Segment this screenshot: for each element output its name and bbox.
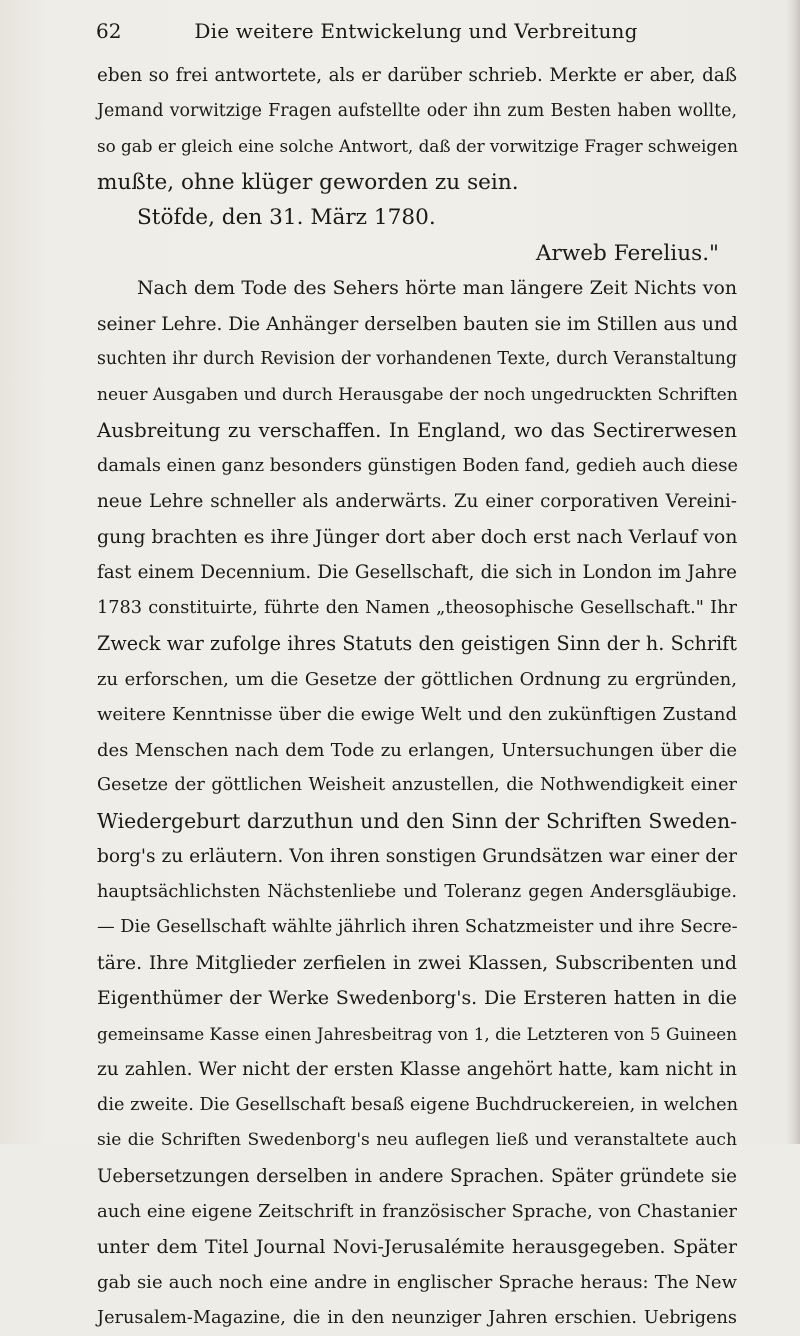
text-line: Wiedergeburt darzuthun und den Sinn der Schriften Sweden- [97, 804, 737, 840]
text-line: Gesetze der göttlichen Weisheit anzustellen, die Nothwendigkeit einer [97, 768, 737, 804]
page-header [96, 16, 736, 46]
text-line: weitere Kenntnisse über die ewige Welt und den zukünftigen Zustand [97, 697, 737, 733]
text-line: Jemand vorwitzige Fragen aufstellte oder ihn zum Besten haben wollte, [97, 94, 737, 130]
text-line: — Die Gesellschaft wählte jährlich ihren Schatzmeister und ihre Secre- [97, 910, 737, 946]
text-line: mußte, ohne klüger geworden zu sein. [97, 165, 737, 201]
text-line: damals einen ganz besonders günstigen Boden fand, gedieh auch diese [97, 449, 737, 485]
text-line: neue Lehre schneller als anderwärts. Zu einer corporativen Vereini- [97, 484, 737, 520]
text-line: suchten ihr durch Revision der vorhandenen Texte, durch Veranstaltung [97, 342, 737, 378]
page-edge-shadow [786, 0, 800, 1144]
text-line: täre. Ihre Mitglieder zerfielen in zwei Klassen, Subscribenten und [97, 946, 737, 982]
text-line: gung brachten es ihre Jünger dort aber doch erst nach Verlauf von [97, 520, 737, 556]
text-line: Zweck war zufolge ihres Statuts den geistigen Sinn der h. Schrift [97, 626, 737, 662]
text-line: gemeinsame Kasse einen Jahresbeitrag von 1, die Letzteren von 5 Guineen [97, 1017, 737, 1053]
running-head: Die weitere Entwickelung und Verbreitung [96, 16, 736, 46]
text-line: Uebersetzungen derselben in andere Sprachen. Später gründete sie [97, 1159, 737, 1195]
text-line: sie die Schriften Swedenborg's neu auflegen ließ und veranstaltete auch [97, 1123, 737, 1159]
text-line: auch eine eigene Zeitschrift in französischer Sprache, von Chastanier [97, 1194, 737, 1230]
text-line: borg's zu erläutern. Von ihren sonstigen Grundsätzen war einer der [97, 839, 737, 875]
text-line: neuer Ausgaben und durch Herausgabe der noch ungedruckten Schriften [97, 378, 737, 414]
letter-place-date: Stöfde, den 31. März 1780. [97, 200, 737, 236]
text-line: Ausbreitung zu verschaffen. In England, wo das Sectirerwesen [97, 413, 737, 449]
page-number: 62 [96, 16, 121, 46]
text-line: fast einem Decennium. Die Gesellschaft, die sich in London im Jahre [97, 555, 737, 591]
text-line: des Menschen nach dem Tode zu erlangen, Untersuchungen über die [97, 733, 737, 769]
text-line: Jerusalem-Magazine, die in den neunziger Jahren erschien. Uebrigens [97, 1301, 737, 1336]
text-line: Nach dem Tode des Sehers hörte man längere Zeit Nichts von [97, 271, 737, 307]
text-line: hauptsächlichsten Nächstenliebe und Toleranz gegen Andersgläubige. [97, 875, 737, 911]
body-text [97, 58, 737, 1336]
text-line: die zweite. Die Gesellschaft besaß eigene Buchdruckereien, in welchen [97, 1088, 737, 1124]
text-line: zu zahlen. Wer nicht der ersten Klasse angehört hatte, kam nicht in [97, 1052, 737, 1088]
text-line: eben so frei antwortete, als er darüber schrieb. Merkte er aber, daß [97, 58, 737, 94]
text-line: unter dem Titel Journal Novi-Jerusalémite herausgegeben. Später [97, 1230, 737, 1266]
text-line: 1783 constituirte, führte den Namen „theosophische Gesellschaft." Ihr [97, 591, 737, 627]
letter-signature: Arweb Ferelius." [97, 236, 737, 272]
text-line: zu erforschen, um die Gesetze der göttlichen Ordnung zu ergründen, [97, 662, 737, 698]
text-line: gab sie auch noch eine andre in englischer Sprache heraus: The New [97, 1265, 737, 1301]
text-line: so gab er gleich eine solche Antwort, daß der vorwitzige Frager schweigen [97, 129, 737, 165]
text-line: seiner Lehre. Die Anhänger derselben bauten sie im Stillen aus und [97, 307, 737, 343]
text-line: Eigenthümer der Werke Swedenborg's. Die Ersteren hatten in die [97, 981, 737, 1017]
